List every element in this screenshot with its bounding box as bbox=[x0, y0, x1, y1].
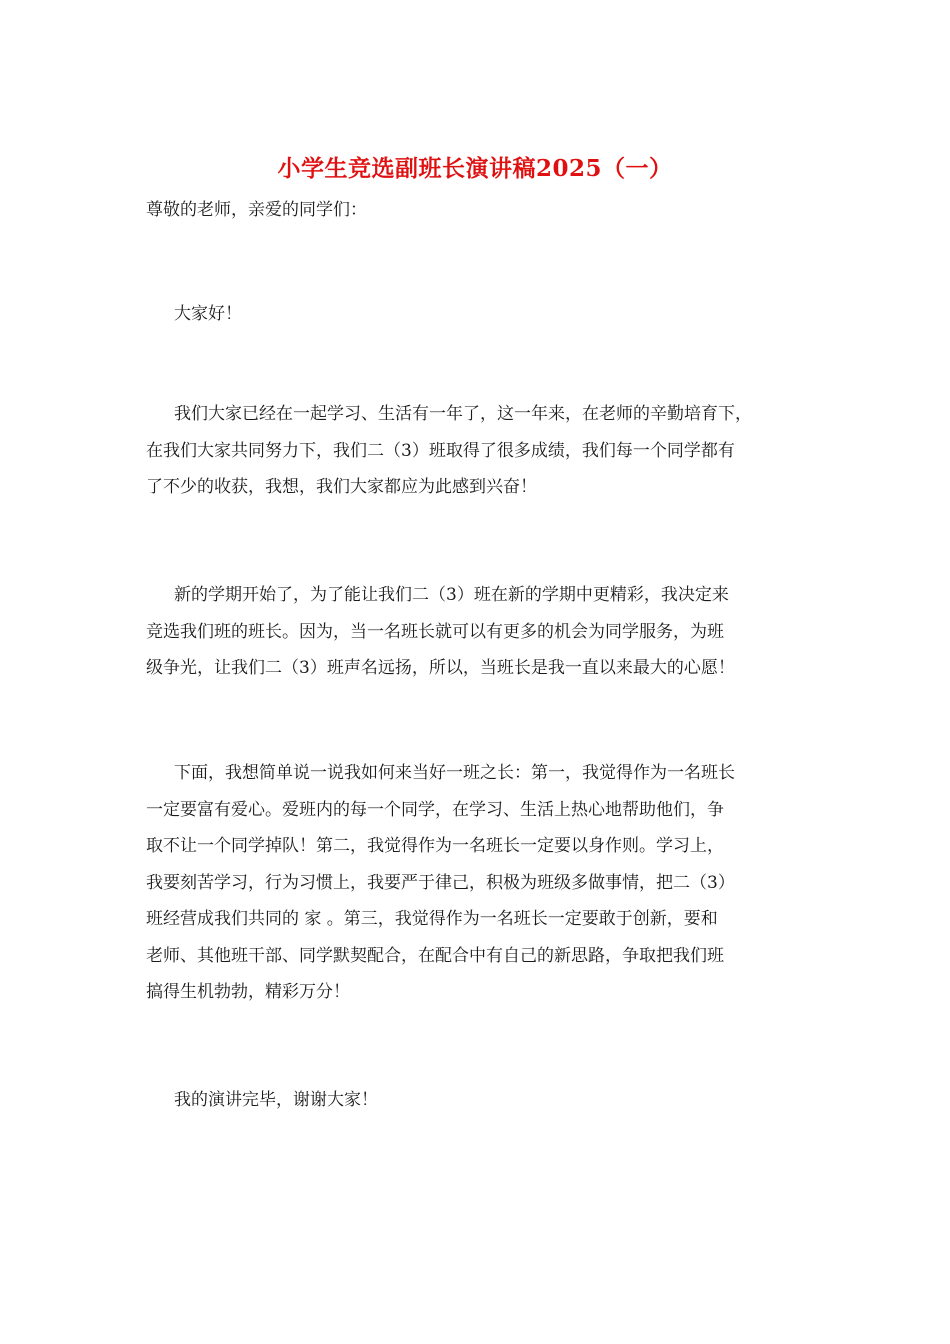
paragraph-line: 竞选我们班的班长。因为，当一名班长就可以有更多的机会为同学服务，为班 bbox=[146, 621, 724, 642]
paragraph-line: 搞得生机勃勃，精彩万分！ bbox=[146, 982, 350, 1002]
paragraph-new-semester bbox=[146, 577, 806, 687]
paragraph-line: 了不少的收获，我想，我们大家都应为此感到兴奋！ bbox=[146, 477, 537, 497]
paragraph-line: 班经营成我们共同的 家 。第三，我觉得作为一名班长一定要敢于创新，要和 bbox=[146, 909, 718, 929]
document-title: 小学生竞选副班长演讲稿2025（一） bbox=[277, 155, 673, 182]
salutation: 尊敬的老师，亲爱的同学们： bbox=[146, 200, 367, 220]
paragraph-line: 我们大家已经在一起学习、生活有一年了，这一年来，在老师的辛勤培育下， bbox=[174, 404, 752, 424]
paragraph-line: 一定要富有爱心。爱班内的每一个同学，在学习、生活上热心地帮助他们，争 bbox=[146, 799, 724, 820]
paragraph-line: 老师、其他班干部、同学默契配合，在配合中有自己的新思路，争取把我们班 bbox=[146, 945, 724, 966]
paragraph-line: 新的学期开始了，为了能让我们二（3）班在新的学期中更精彩，我决定来 bbox=[174, 585, 729, 605]
paragraph-line: 在我们大家共同努力下，我们二（3）班取得了很多成绩，我们每一个同学都有 bbox=[146, 440, 735, 461]
paragraph-closing bbox=[146, 1082, 806, 1119]
paragraph-line: 大家好！ bbox=[174, 304, 242, 324]
paragraph-line: 级争光，让我们二（3）班声名远扬，所以，当班长是我一直以来最大的心愿！ bbox=[146, 658, 735, 678]
paragraph-greeting bbox=[146, 296, 806, 333]
paragraph-line: 取不让一个同学掉队！第二，我觉得作为一名班长一定要以身作则。学习上， bbox=[146, 836, 724, 856]
paragraph-line: 下面，我想简单说一说我如何来当好一班之长：第一，我觉得作为一名班长 bbox=[174, 763, 735, 783]
paragraph-line: 我的演讲完毕，谢谢大家！ bbox=[174, 1090, 378, 1110]
paragraph-plans bbox=[146, 755, 806, 1011]
paragraph-line: 我要刻苦学习，行为习惯上，我要严于律己，积极为班级多做事情，把二（3） bbox=[146, 872, 735, 893]
paragraph-past-year bbox=[146, 396, 806, 506]
